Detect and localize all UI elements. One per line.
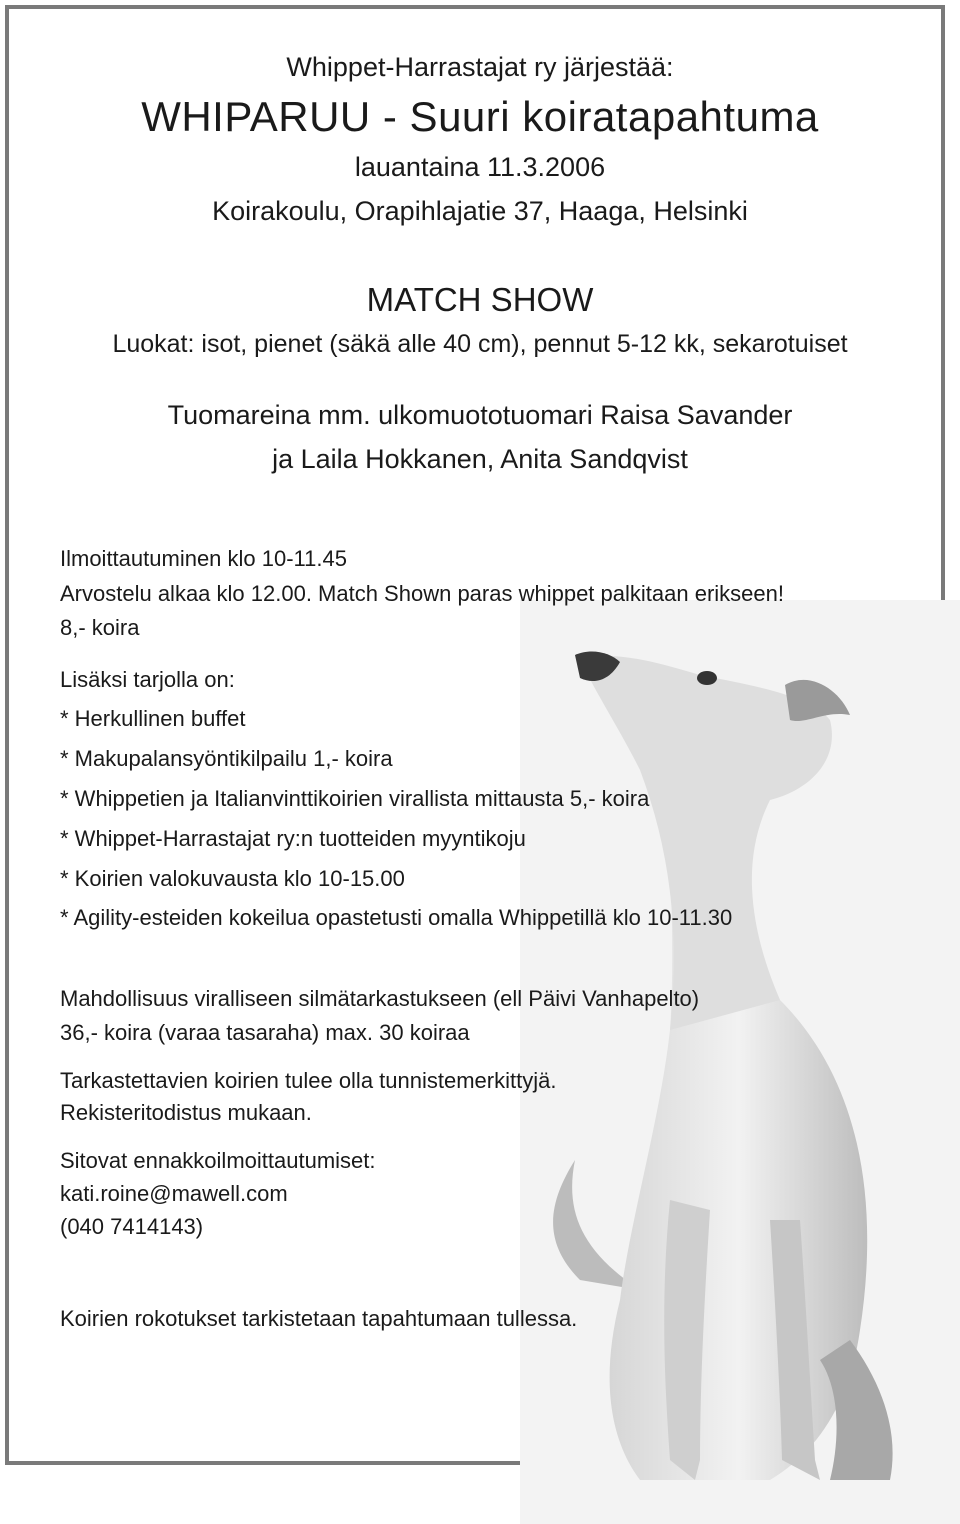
extras-item: * Makupalansyöntikilpailu 1,- koira: [60, 746, 393, 771]
contact-phone: (040 7414143): [60, 1214, 204, 1239]
extras-item: * Herkullinen buffet: [60, 706, 246, 731]
extras-item: * Whippetien ja Italianvinttikoirien virallista mittausta 5,- koira: [60, 786, 650, 811]
registration-time: Ilmoittautuminen klo 10-11.45: [60, 546, 347, 571]
eye-exam-line-1: Mahdollisuus viralliseen silmätarkastukseen (ell Päivi Vanhapelto): [60, 986, 700, 1011]
judging-start: Arvostelu alkaa klo 12.00. Match Shown paras whippet palkitaan erikseen!: [60, 581, 784, 606]
entry-fee: 8,- koira: [60, 615, 140, 640]
preregistration-heading: Sitovat ennakkoilmoittautumiset:: [60, 1148, 376, 1173]
event-date: lauantaina 11.3.2006: [354, 152, 606, 182]
eye-exam-line-4: Rekisteritodistus mukaan.: [60, 1100, 312, 1125]
event-venue: Koirakoulu, Orapihlajatie 37, Haaga, Helsinki: [212, 196, 748, 226]
event-title: WHIPARUU - Suuri koiratapahtuma: [141, 93, 819, 140]
organizer-line: Whippet-Harrastajat ry järjestää:: [286, 52, 674, 82]
extras-heading: Lisäksi tarjolla on:: [60, 667, 235, 692]
vaccination-note: Koirien rokotukset tarkistetaan tapahtumaan tullessa.: [60, 1306, 578, 1331]
extras-item: * Agility-esteiden kokeilua opastetusti omalla Whippetillä klo 10-11.30: [60, 905, 733, 930]
contact-email: kati.roine@mawell.com: [60, 1181, 288, 1206]
extras-item: * Koirien valokuvausta klo 10-15.00: [60, 866, 405, 891]
extras-item: * Whippet-Harrastajat ry:n tuotteiden myyntikoju: [60, 826, 526, 851]
match-show-classes: Luokat: isot, pienet (säkä alle 40 cm), pennut 5-12 kk, sekarotuiset: [112, 330, 848, 358]
whippet-dog-image: [520, 600, 960, 1524]
match-show-heading: MATCH SHOW: [366, 281, 594, 318]
judges-line-2: ja Laila Hokkanen, Anita Sandqvist: [272, 444, 688, 474]
eye-exam-line-2: 36,- koira (varaa tasaraha) max. 30 koiraa: [60, 1020, 470, 1045]
judges-line-1: Tuomareina mm. ulkomuototuomari Raisa Savander: [167, 400, 793, 430]
eye-exam-line-3: Tarkastettavien koirien tulee olla tunnistemerkittyjä.: [60, 1068, 557, 1093]
